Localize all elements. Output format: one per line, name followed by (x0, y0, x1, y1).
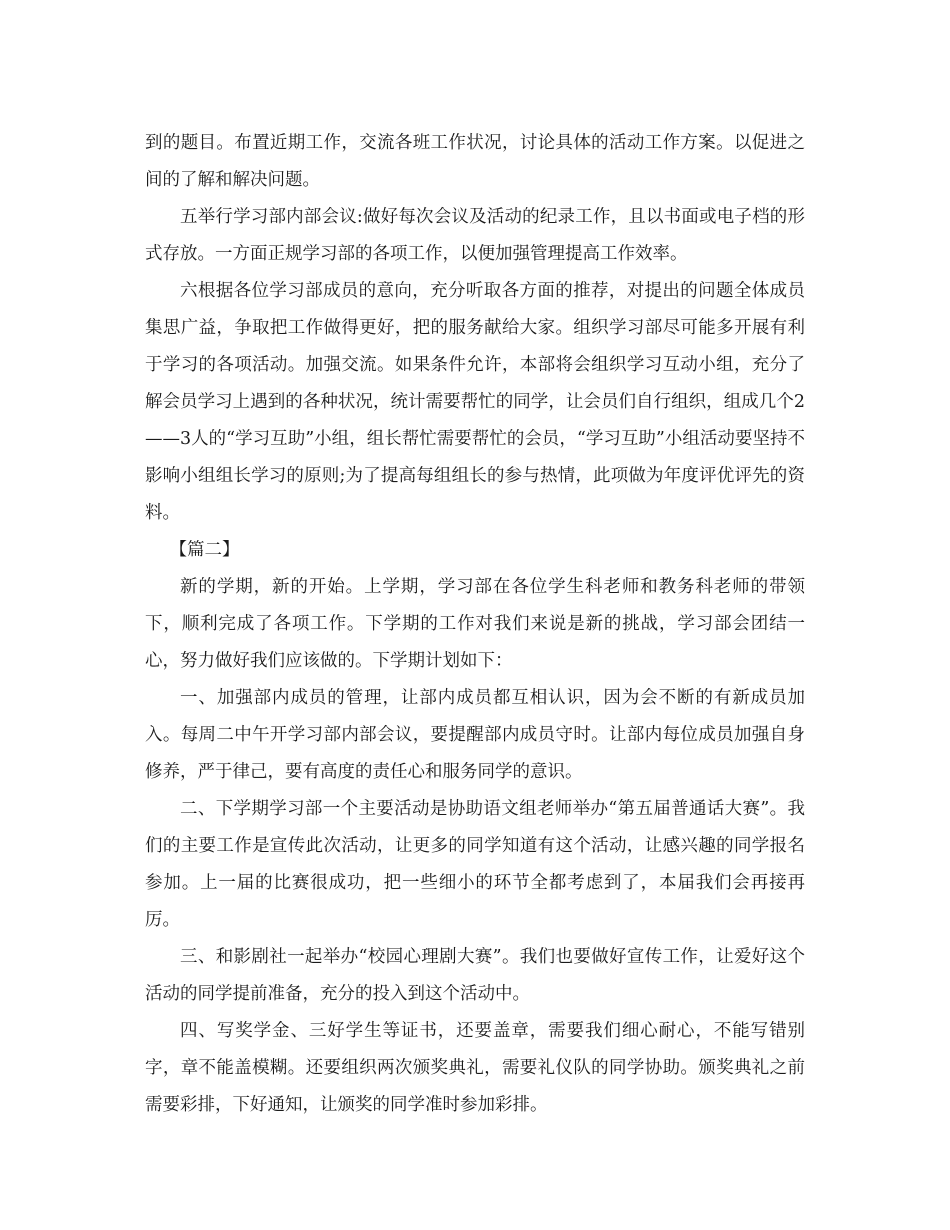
document-body (145, 125, 805, 1124)
paragraph-plan-three: 三、和影剧社一起举办“校园心理剧大赛”。我们也要做好宣传工作，让爱好这个活动的同学提前准备，充分的投入到这个活动中。 (145, 947, 805, 1004)
paragraph-plan-two: 二、下学期学习部一个主要活动是协助语文组老师举办“第五届普通话大赛”。我们的主要工作是宣传此次活动，让更多的同学知道有这个活动，让感兴趣的同学报名参加。上一届的比赛很成功，把一些细小的环节全都考虑到了，本届我们会再接再厉。 (145, 799, 805, 930)
paragraph-plan-one: 一、加强部内成员的管理，让部内成员都互相认识，因为会不断的有新成员加入。每周二中午开学习部内部会议，要提醒部内成员守时。让部内每位成员加强自身修养，严于律己，要有高度的责任心和服务同学的意识。 (145, 688, 805, 782)
section-heading: 【篇二】 (169, 540, 240, 560)
paragraph-intro: 新的学期，新的开始。上学期，学习部在各位学生科老师和教务科老师的带领下，顺利完成了各项工作。下学期的工作对我们来说是新的挑战，学习部会团结一心，努力做好我们应该做的。下学期计划如下： (145, 577, 805, 671)
paragraph-continuation: 到的题目。布置近期工作，交流各班工作状况，讨论具体的活动工作方案。以促进之间的了解和解决问题。 (145, 133, 805, 190)
paragraph-item-six: 六根据各位学习部成员的意向，充分听取各方面的推荐，对提出的问题全体成员集思广益，争取把工作做得更好，把的服务献给大家。组织学习部尽可能多开展有利于学习的各项活动。加强交流。如果条件允许，本部将会组织学习互动小组，充分了解会员学习上遇到的各种状况，统计需要帮忙的同学，让会员们自行组织，组成几个2——3人的“学习互助”小组，组长帮忙需要帮忙的会员，“学习互助”小组活动要坚持不影响小组组长学习的原则;为了提高每组组长的参与热情，此项做为年度评优评先的资料。 (145, 281, 805, 523)
paragraph-item-five: 五举行学习部内部会议:做好每次会议及活动的纪录工作，且以书面或电子档的形式存放。一方面正规学习部的各项工作，以便加强管理提高工作效率。 (145, 207, 805, 264)
paragraph-plan-four: 四、写奖学金、三好学生等证书，还要盖章，需要我们细心耐心，不能写错别字，章不能盖模糊。还要组织两次颁奖典礼，需要礼仪队的同学协助。颁奖典礼之前需要彩排，下好通知，让颁奖的同学准时参加彩排。 (145, 1021, 805, 1115)
